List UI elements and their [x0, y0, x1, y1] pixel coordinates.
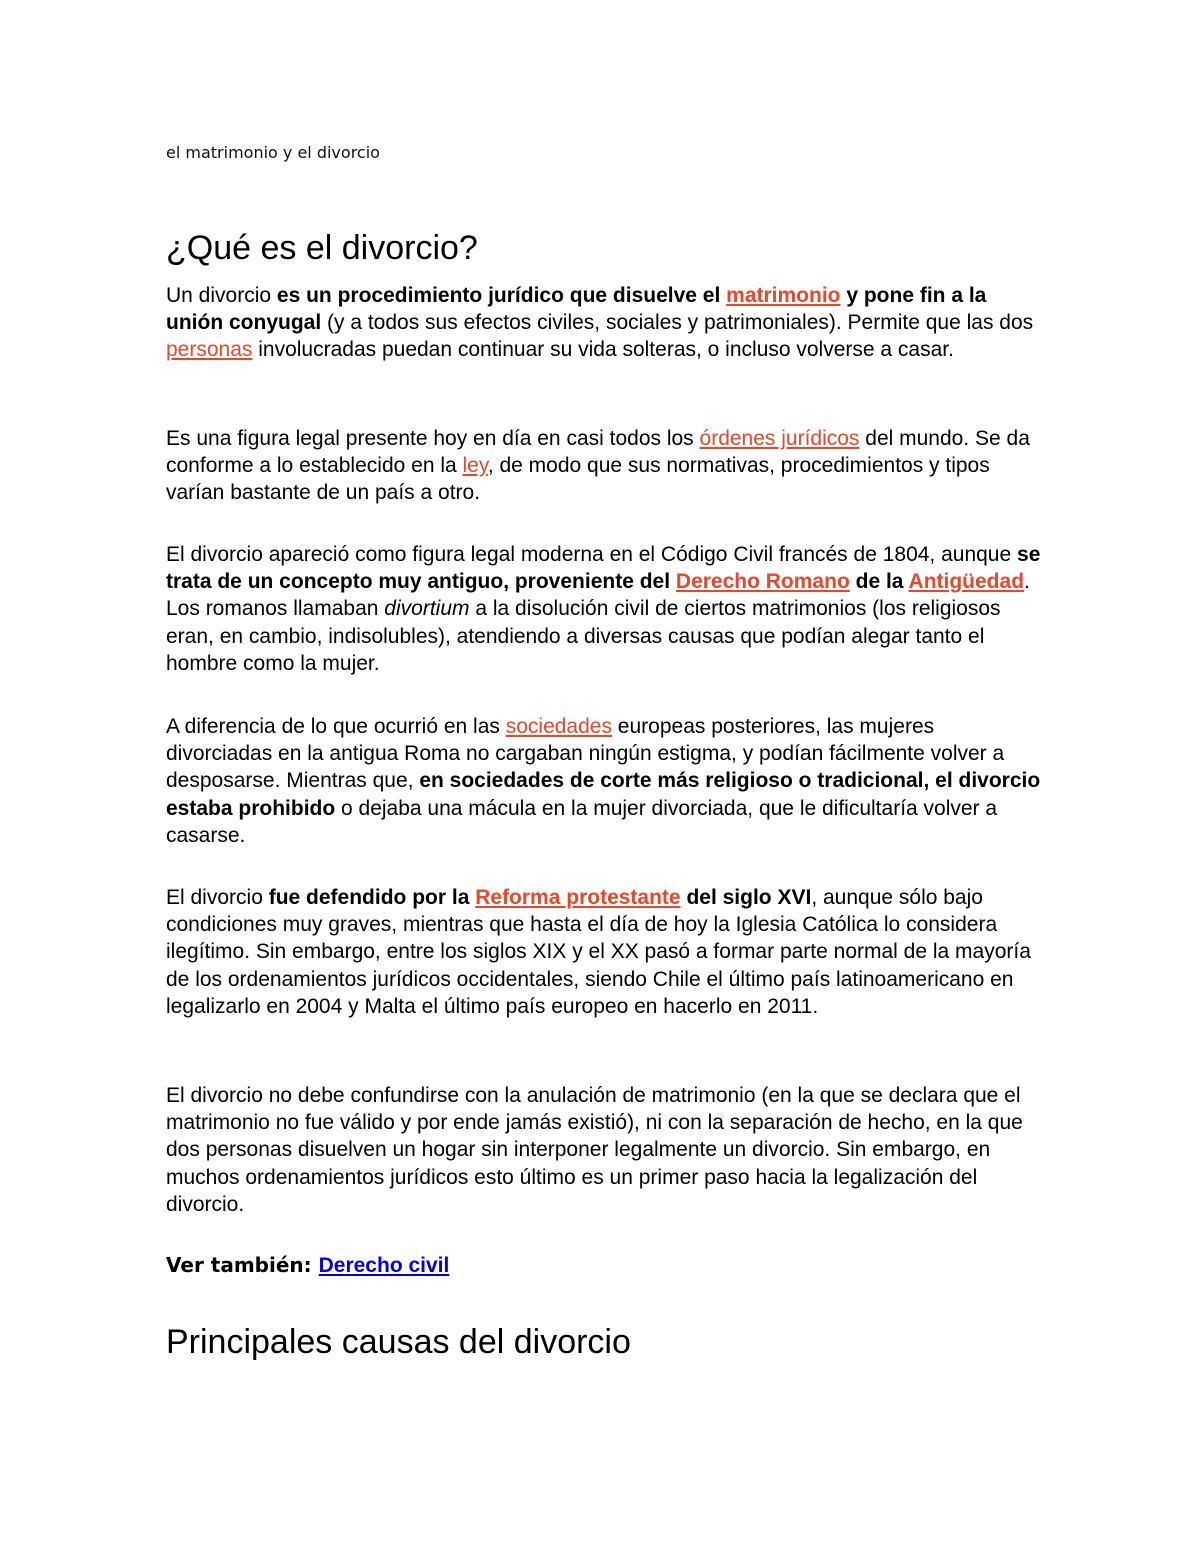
paragraph-3: [166, 541, 1046, 677]
link-derecho-romano[interactable]: Derecho Romano: [675, 570, 850, 594]
paragraph-5: [166, 884, 1046, 1020]
text: El divorcio apareció como figura legal moderna en el Código Civil francés de 1804, aunque: [166, 543, 1018, 566]
heading-principales-causas: Principales causas del divorcio: [166, 1323, 631, 1361]
bold-text: del siglo XVI: [680, 886, 812, 909]
text: , aunque sólo bajo condiciones muy graves, mientras que hasta el día de hoy la Iglesia Católica lo considera ilegítimo. Sin embargo, entre los siglos XIX y el XX pasó a formar parte normal de la mayoría de los ordenamientos jurídicos occidentales, siendo Chile el último país latinoamericano en legalizarlo en 2004 y Malta el último país europeo en hacerlo en 2011.: [166, 886, 1031, 1018]
heading-que-es-el-divorcio: ¿Qué es el divorcio?: [166, 229, 478, 267]
paragraph-4: [166, 713, 1046, 849]
bold-text: de la: [849, 570, 909, 594]
document-title: el matrimonio y el divorcio: [166, 143, 380, 162]
text: (y a todos sus efectos civiles, sociales y patrimoniales). Permite que las dos: [321, 311, 1034, 335]
paragraph-2: [166, 425, 1046, 507]
paragraph-6: [166, 1082, 1046, 1218]
bold-text: fue defendido por la: [268, 886, 476, 909]
text: . Los romanos llamaban: [166, 570, 1030, 621]
text: Un divorcio: [166, 284, 277, 307]
link-matrimonio[interactable]: matrimonio: [726, 284, 841, 307]
bold-text: es un procedimiento jurídico que disuelve el: [276, 284, 727, 307]
text: a la disolución civil de ciertos matrimonios (los religiosos eran, en cambio, indisolubles), atendiendo a diversas causas que podían alegar tanto el hombre como la mujer.: [166, 597, 1001, 675]
link-ley[interactable]: ley: [462, 454, 488, 478]
text: El divorcio: [166, 886, 269, 909]
italic-text: divortium: [384, 597, 470, 621]
bold-text: en sociedades de corte más religioso o tradicional, el divorcio estaba prohibido: [166, 769, 1041, 820]
link-sociedades[interactable]: sociedades: [505, 715, 612, 738]
see-also-label: Ver también:: [166, 1253, 319, 1277]
text: Es una figura legal presente hoy en día en casi todos los: [166, 427, 700, 450]
see-also: [166, 1252, 1046, 1279]
link-personas[interactable]: personas: [166, 338, 253, 362]
text: o dejaba una mácula en la mujer divorciada, que le dificultaría volver a casarse.: [166, 796, 998, 847]
bold-text: y pone fin a la unión conyugal: [166, 284, 987, 335]
text: europeas posteriores, las mujeres divorciadas en la antigua Roma no cargaban ningún estigma, y podían fácilmente volver a desposarse. Mientras que,: [166, 715, 1005, 793]
link-ordenes-juridicos[interactable]: órdenes jurídicos: [699, 427, 860, 450]
link-derecho-civil[interactable]: Derecho civil: [318, 1254, 450, 1277]
bold-text: se trata de un concepto muy antiguo, proveniente del: [166, 543, 1041, 594]
paragraph-1: [166, 282, 1046, 364]
text: A diferencia de lo que ocurrió en las: [166, 715, 506, 738]
text: , de modo que sus normativas, procedimientos y tipos varían bastante de un país a otro.: [166, 454, 990, 505]
text: involucradas puedan continuar su vida solteras, o incluso volverse a casar.: [252, 338, 954, 362]
text: del mundo. Se da conforme a lo establecido en la: [166, 427, 1030, 478]
text: El divorcio no debe confundirse con la anulación de matrimonio (en la que se declara que el matrimonio no fue válido y por ende jamás existió), ni con la separación de hecho, en la que dos personas disuelven un hogar sin interponer legalmente un divorcio. Sin embargo, en muchos ordenamientos jurídicos esto último es un primer paso hacia la legalización del divorcio.: [166, 1084, 1023, 1216]
link-reforma-protestante[interactable]: Reforma protestante: [475, 886, 681, 909]
link-antiguedad[interactable]: Antigüedad: [908, 570, 1025, 594]
